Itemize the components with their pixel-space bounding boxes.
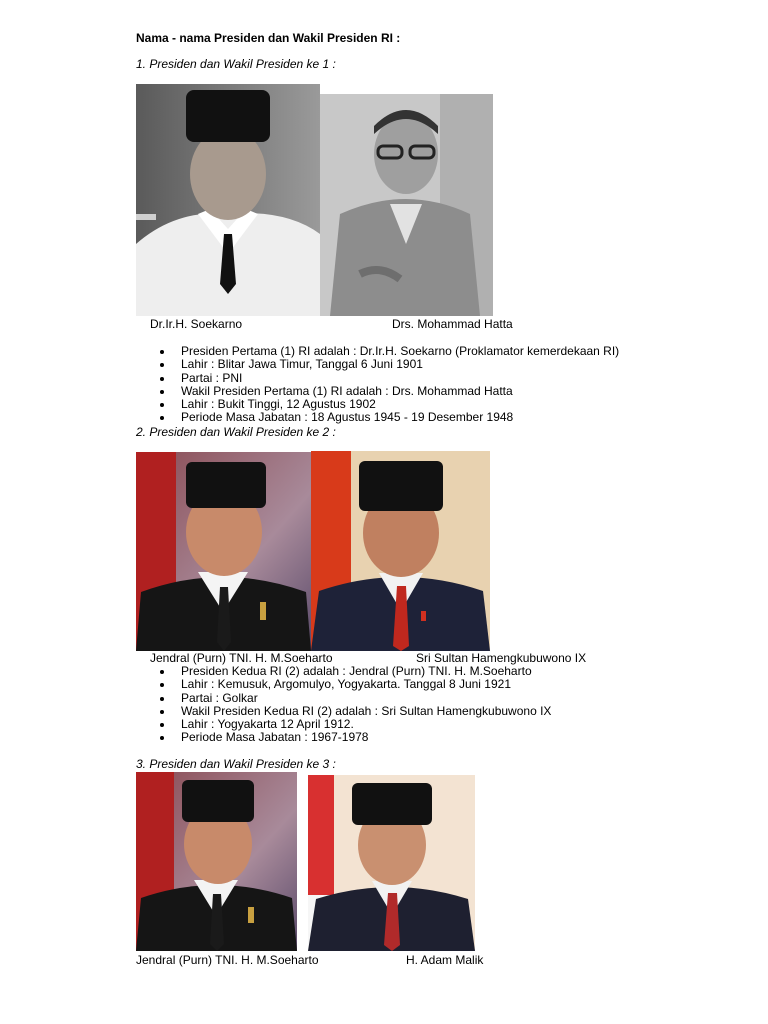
caption-hamengkubuwono: Sri Sultan Hamengkubuwono IX <box>416 651 587 665</box>
photo-soeharto <box>136 452 311 651</box>
section-2-title: 2. Presiden dan Wakil Presiden ke 2 : <box>136 425 336 439</box>
caption-soeharto: Jendral (Purn) TNI. H. M.Soeharto <box>150 651 333 665</box>
list-item: Wakil Presiden Kedua RI (2) adalah : Sri Sultan Hamengkubuwono IX <box>160 705 551 718</box>
list-item: Lahir : Blitar Jawa Timur, Tanggal 6 Juni 1901 <box>160 358 619 371</box>
photo-hatta <box>320 94 493 316</box>
list-item: Wakil Presiden Pertama (1) RI adalah : Drs. Mohammad Hatta <box>160 385 619 398</box>
page-title: Nama - nama Presiden dan Wakil Presiden RI : <box>136 31 401 45</box>
list-item: Presiden Pertama (1) RI adalah : Dr.Ir.H. Soekarno (Proklamator kemerdekaan RI) <box>160 345 619 358</box>
section-3-title: 3. Presiden dan Wakil Presiden ke 3 : <box>136 757 336 771</box>
list-item: Lahir : Kemusuk, Argomulyo, Yogyakarta. Tanggal 8 Juni 1921 <box>160 678 551 691</box>
list-item: Presiden Kedua RI (2) adalah : Jendral (Purn) TNI. H. M.Soeharto <box>160 665 551 678</box>
photo-soekarno <box>136 84 320 316</box>
caption-soeharto-2: Jendral (Purn) TNI. H. M.Soeharto <box>136 953 319 967</box>
caption-adam-malik: H. Adam Malik <box>406 953 484 967</box>
photo-hamengkubuwono <box>311 451 490 651</box>
caption-soekarno: Dr.Ir.H. Soekarno <box>150 317 243 331</box>
section-1-bullets <box>160 345 619 425</box>
photo-soeharto-2 <box>136 772 297 951</box>
section-2-bullets <box>160 665 551 745</box>
list-item: Lahir : Bukit Tinggi, 12 Agustus 1902 <box>160 398 619 411</box>
list-item: Partai : Golkar <box>160 692 551 705</box>
section-1-title: 1. Presiden dan Wakil Presiden ke 1 : <box>136 57 336 71</box>
list-item: Periode Masa Jabatan : 1967-1978 <box>160 731 551 744</box>
list-item: Lahir : Yogyakarta 12 April 1912. <box>160 718 551 731</box>
photo-adam-malik <box>308 775 475 951</box>
list-item: Periode Masa Jabatan : 18 Agustus 1945 - 19 Desember 1948 <box>160 411 619 424</box>
list-item: Partai : PNI <box>160 372 619 385</box>
caption-hatta: Drs. Mohammad Hatta <box>392 317 513 331</box>
